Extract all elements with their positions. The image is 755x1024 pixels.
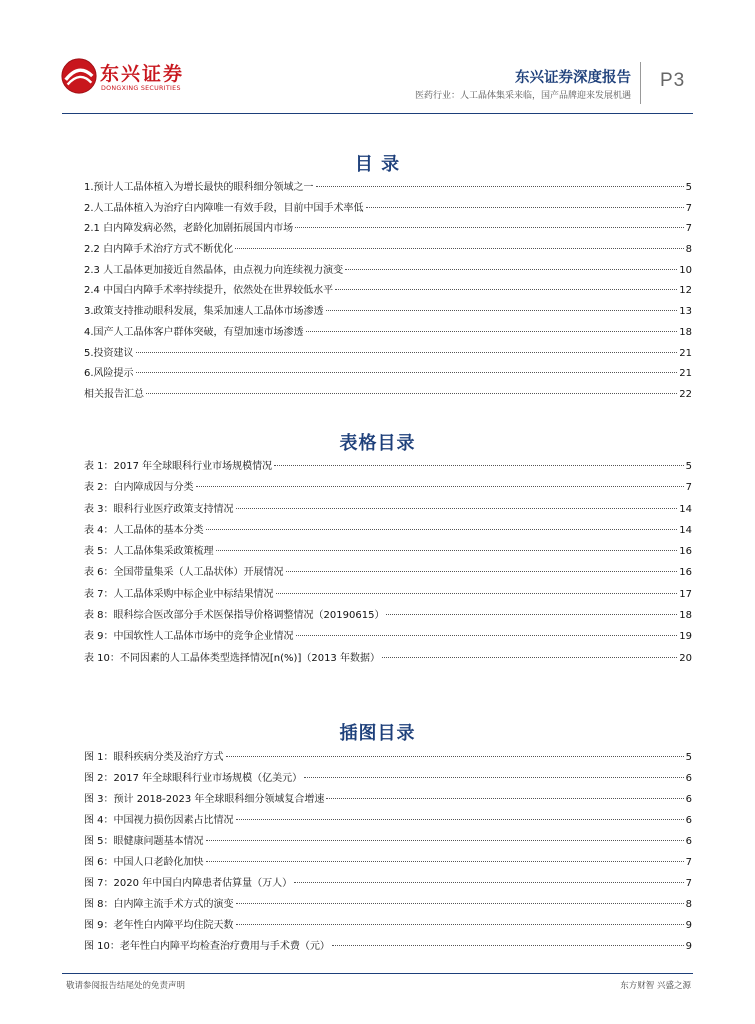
table-entry[interactable] bbox=[84, 542, 692, 563]
footer-rule bbox=[62, 973, 693, 974]
toc-entry-label: 2.3 人工晶体更加接近自然晶体，由点视力向连续视力演变 bbox=[84, 264, 344, 276]
table-entry[interactable] bbox=[84, 457, 692, 478]
dot-leader bbox=[326, 310, 678, 311]
figure-entry-page: 6 bbox=[685, 773, 692, 784]
table-entry-page: 20 bbox=[679, 652, 692, 664]
figure-entry-label: 图 8：白内障主流手术方式的演变 bbox=[84, 899, 234, 910]
figure-entry-page: 5 bbox=[685, 752, 692, 763]
toc-entry-label: 2.人工晶体植入为治疗白内障唯一有效手段，目前中国手术率低 bbox=[84, 202, 364, 214]
dot-leader bbox=[236, 819, 684, 820]
dot-leader bbox=[294, 882, 683, 883]
dot-leader bbox=[206, 840, 684, 841]
table-entry-page: 5 bbox=[685, 461, 692, 472]
table-entry-label: 表 8：眼科综合医改部分手术医保指导价格调整情况（20190615） bbox=[84, 610, 385, 622]
dot-leader bbox=[295, 227, 684, 228]
toc-entry-label: 4.国产人工晶体客户群体突破，有望加速市场渗透 bbox=[84, 326, 304, 338]
figure-entry-label: 图 7：2020 年中国白内障患者估算量（万人） bbox=[84, 878, 293, 889]
table-entry[interactable] bbox=[84, 478, 692, 499]
table-entry-page: 14 bbox=[679, 503, 692, 515]
page-number: P3 bbox=[660, 70, 686, 91]
figure-entry-page: 7 bbox=[685, 878, 692, 889]
tables-title: 表格目录 bbox=[339, 433, 416, 454]
dot-leader bbox=[386, 614, 677, 615]
table-entry-label: 表 7：人工晶体采购中标企业中标结果情况 bbox=[84, 588, 274, 600]
table-entry-label: 表 5：人工晶体集采政策梳理 bbox=[84, 546, 214, 558]
figure-entry-label: 图 4：中国视力损伤因素占比情况 bbox=[84, 815, 234, 826]
table-entry-label: 表 9：中国软性人工晶体市场中的竞争企业情况 bbox=[84, 631, 294, 643]
figure-entry-page: 9 bbox=[685, 920, 692, 931]
toc-entry-label: 2.4 中国白内障手术率持续提升，依然处在世界较低水平 bbox=[84, 285, 334, 297]
dot-leader bbox=[274, 465, 683, 466]
table-entry[interactable] bbox=[84, 563, 692, 584]
dot-leader bbox=[235, 248, 684, 249]
figure-entry[interactable] bbox=[84, 853, 692, 874]
toc-entry-page: 12 bbox=[679, 285, 692, 297]
table-entry-label: 表 10：不同因素的人工晶体类型选择情况[n(%)]（2013 年数据） bbox=[84, 652, 380, 664]
dot-leader bbox=[304, 777, 683, 778]
toc-entry[interactable] bbox=[84, 364, 692, 385]
dot-leader bbox=[276, 593, 678, 594]
dot-leader bbox=[332, 945, 684, 946]
toc-entry-page: 22 bbox=[679, 388, 692, 400]
dot-leader bbox=[345, 269, 677, 270]
toc-entry[interactable] bbox=[84, 302, 692, 323]
dot-leader bbox=[286, 571, 678, 572]
table-entry-label: 表 6：全国带量集采（人工晶状体）开展情况 bbox=[84, 567, 284, 579]
figure-entry[interactable] bbox=[84, 895, 692, 916]
header-divider bbox=[640, 62, 641, 104]
table-entry-label: 表 1：2017 年全球眼科行业市场规模情况 bbox=[84, 461, 273, 472]
toc-entry-label: 1.预计人工晶体植入为增长最快的眼科细分领域之一 bbox=[84, 182, 314, 193]
company-logo bbox=[60, 55, 185, 103]
dot-leader bbox=[146, 393, 677, 394]
toc-entry-label: 2.2 白内障手术治疗方式不断优化 bbox=[84, 244, 234, 256]
dot-leader bbox=[326, 798, 683, 799]
figure-entry-page: 6 bbox=[685, 836, 692, 847]
toc-entry[interactable] bbox=[84, 219, 692, 240]
footer-slogan: 东方财智 兴盛之源 bbox=[620, 981, 691, 991]
toc-entry[interactable] bbox=[84, 199, 692, 220]
toc-entry[interactable] bbox=[84, 385, 692, 406]
table-entry[interactable] bbox=[84, 627, 692, 648]
dot-leader bbox=[382, 657, 677, 658]
contents-title: 目 录 bbox=[354, 154, 401, 175]
toc-entry-label: 3.政策支持推动眼科发展，集采加速人工晶体市场渗透 bbox=[84, 306, 324, 318]
dot-leader bbox=[206, 529, 678, 530]
dot-leader bbox=[335, 289, 677, 290]
toc-entry-page: 21 bbox=[679, 347, 692, 359]
dot-leader bbox=[306, 331, 678, 332]
table-entry-page: 16 bbox=[679, 567, 692, 579]
dot-leader bbox=[226, 756, 684, 757]
figures-list bbox=[84, 748, 692, 958]
figure-entry[interactable] bbox=[84, 937, 692, 958]
figure-entry-label: 图 6：中国人口老龄化加快 bbox=[84, 857, 204, 868]
toc-entry[interactable] bbox=[84, 178, 692, 199]
dot-leader bbox=[366, 207, 684, 208]
figure-entry-page: 7 bbox=[685, 857, 692, 868]
figure-entry-label: 图 5：眼健康问题基本情况 bbox=[84, 836, 204, 847]
dot-leader bbox=[236, 903, 684, 904]
toc-entry-label: 2.1 白内障发病必然，老龄化加剧拓展国内市场 bbox=[84, 223, 294, 235]
toc-entry[interactable] bbox=[84, 344, 692, 365]
table-entry-page: 18 bbox=[679, 610, 692, 622]
report-subtitle: 医药行业：人工晶体集采来临，国产品牌迎来发展机遇 bbox=[414, 91, 631, 101]
toc-entry-page: 18 bbox=[679, 326, 692, 338]
toc-entry-page: 7 bbox=[685, 202, 692, 214]
table-entry-label: 表 4：人工晶体的基本分类 bbox=[84, 524, 204, 536]
figure-entry-label: 图 9：老年性白内障平均住院天数 bbox=[84, 920, 234, 931]
toc-entry[interactable] bbox=[84, 323, 692, 344]
figure-entry[interactable] bbox=[84, 832, 692, 853]
report-title: 东兴证券深度报告 bbox=[515, 70, 631, 86]
dot-leader bbox=[216, 550, 678, 551]
figure-entry[interactable] bbox=[84, 769, 692, 790]
toc-entry-page: 8 bbox=[685, 244, 692, 256]
figure-entry-label: 图 2：2017 年全球眼科行业市场规模（亿美元） bbox=[84, 773, 303, 784]
toc-entry-page: 13 bbox=[679, 306, 692, 318]
toc-entry[interactable] bbox=[84, 261, 692, 282]
table-entry[interactable] bbox=[84, 521, 692, 542]
table-entry-page: 14 bbox=[679, 524, 692, 536]
figure-entry[interactable] bbox=[84, 811, 692, 832]
dot-leader bbox=[236, 508, 678, 509]
toc-entry-label: 6.风险提示 bbox=[84, 368, 134, 380]
dot-leader bbox=[206, 861, 684, 862]
logo-name-cn: 东兴证券 bbox=[100, 63, 185, 85]
figure-entry-page: 6 bbox=[685, 815, 692, 826]
dot-leader bbox=[296, 635, 678, 636]
contents-list bbox=[84, 178, 692, 406]
toc-entry-label: 5.投资建议 bbox=[84, 347, 134, 359]
figure-entry[interactable] bbox=[84, 874, 692, 895]
toc-entry-label: 相关报告汇总 bbox=[84, 388, 144, 400]
figure-entry[interactable] bbox=[84, 916, 692, 937]
toc-entry-page: 5 bbox=[685, 182, 692, 193]
table-entry[interactable] bbox=[84, 500, 692, 521]
figures-title: 插图目录 bbox=[339, 723, 416, 744]
toc-entry-page: 10 bbox=[679, 264, 692, 276]
figure-entry-page: 9 bbox=[685, 941, 692, 952]
figure-entry-page: 6 bbox=[685, 794, 692, 805]
dongxing-logo-icon bbox=[60, 57, 98, 95]
toc-entry-page: 7 bbox=[685, 223, 692, 235]
table-entry-label: 表 3：眼科行业医疗政策支持情况 bbox=[84, 503, 234, 515]
figure-entry-label: 图 3：预计 2018-2023 年全球眼科细分领域复合增速 bbox=[84, 794, 325, 805]
header-rule bbox=[62, 113, 693, 114]
table-entry-page: 7 bbox=[685, 482, 692, 494]
footer-disclaimer: 敬请参阅报告结尾处的免责声明 bbox=[66, 981, 186, 991]
toc-entry-page: 21 bbox=[679, 368, 692, 380]
table-entry[interactable] bbox=[84, 606, 692, 627]
figure-entry-label: 图 1：眼科疾病分类及治疗方式 bbox=[84, 752, 224, 763]
dot-leader bbox=[136, 352, 678, 353]
dot-leader bbox=[136, 372, 678, 373]
table-entry-page: 17 bbox=[679, 588, 692, 600]
tables-list bbox=[84, 457, 692, 670]
logo-name-en: DONGXING SECURITIES bbox=[101, 85, 181, 92]
table-entry[interactable] bbox=[84, 585, 692, 606]
dot-leader bbox=[316, 186, 684, 187]
table-entry[interactable] bbox=[84, 649, 692, 670]
table-entry-label: 表 2：白内障成因与分类 bbox=[84, 482, 194, 494]
figure-entry[interactable] bbox=[84, 748, 692, 769]
dot-leader bbox=[196, 486, 684, 487]
toc-entry[interactable] bbox=[84, 240, 692, 261]
figure-entry-page: 8 bbox=[685, 899, 692, 910]
figure-entry-label: 图 10：老年性白内障平均检查治疗费用与手术费（元） bbox=[84, 941, 330, 952]
table-entry-page: 16 bbox=[679, 546, 692, 558]
table-entry-page: 19 bbox=[679, 631, 692, 643]
dot-leader bbox=[236, 924, 684, 925]
toc-entry[interactable] bbox=[84, 281, 692, 302]
figure-entry[interactable] bbox=[84, 790, 692, 811]
